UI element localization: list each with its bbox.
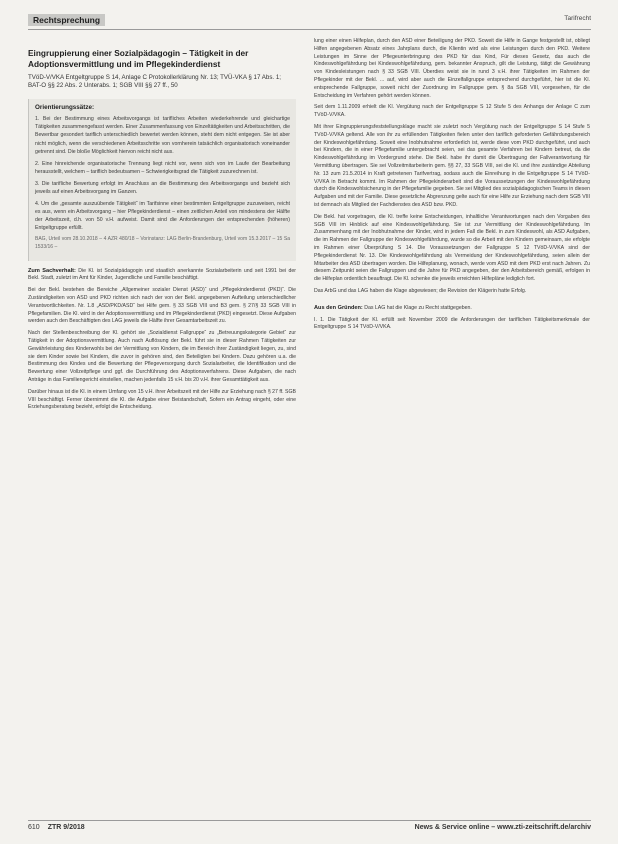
page-number: 610: [28, 824, 40, 831]
orientation-item: 1. Bei der Bestimmung eines Arbeitsvorgangs ist tarifliches Arbeiten wiederkehrende und gleichartige Tätigkeiten zusammengefasst werden. Einer Zusammenfassung von Einzeltätigkeiten und Arbeitsschritten, die Bewertbar gesondert tariflich unterschiedlich bewertet werden können, steht dem nicht entgegen. Sie ist aber nicht möglich, wenn die verschiedenen Arbeitsschritte von vornherein tatsächlich organisatorisch voneinander getrennt sind. Die bloße Möglichkeit hiervon reicht nicht aus.: [35, 116, 290, 155]
paragraph-text: Die Kl. ist Sozialpädagogin und staatlich anerkannte Sozialarbeiterin und seit 1991 bei der Bekl. Stadt, zuletzt im Amt für Kinder, Jugendliche und Familie beschäftigt.: [28, 267, 296, 282]
footer-link[interactable]: News & Service online – www.zti-zeitschrift.de/archiv: [414, 824, 591, 831]
right-column: [314, 38, 590, 336]
body-paragraph: [314, 304, 590, 313]
journal-issue: ZTR 9/2018: [47, 824, 85, 831]
body-paragraph: [314, 38, 590, 100]
body-paragraph: [314, 104, 590, 120]
body-paragraph: [28, 330, 296, 385]
article-title: Eingruppierung einer Sozialpädagogin – Tätigkeit in der Adoptionsvermittlung und im Pflegekinderdienst: [28, 48, 249, 69]
paragraph-text: Darüber hinaus ist die Kl. in einem Umfang von 15 v.H. ihrer Arbeitszeit mit der Hilfe zur Erziehung nach § 27 ff. SGB VIII beschäftigt. Ferner übernimmt die Kl. die Aufgabe einer Beistandschaft, Sofern ein Antrag eingeht, oder eine Erziehungsberatung bezieht, erfolgt die Entscheidung.: [28, 388, 296, 411]
orientation-item: 3. Die tarifliche Bewertung erfolgt im Anschluss an die Bestimmung des Arbeitsvorgangs und bezieht sich jeweils auf einen Arbeitsvorgang im Ganzen.: [35, 180, 290, 195]
page-header: [28, 12, 591, 30]
paragraph-text: Mit ihrer Eingruppierungsfeststellungsklage macht sie zuletzt noch Vergütung nach der Entgeltgruppe S 14 Stufe 5 TVöD-V/VKA geltend. Alle von ihr zu erfüllenden Tätigkeiten fielen unter den tariflich geforderten Gefährdungsbereich der Kindeswohlgefährdung. Soweit eine Inobhutnahme erforderlich ist, werde diese vom PKD durchgeführt, und auch bei Kindern, die in einer Pflegefamilie untergebracht seien, sei das gesamte Verfahren bei Kindern betreut, da die Kindeswohlgefährdung im Vordergrund stehe. Die Bekl. habe ihr damit die Übertragung der Fallverantwortung für Vermittlung übertragen. Sie sei Vollzeitmitarbeiterin gem. §§ 27, 33 SGB VIII, sei die Kl. und ihre zuständige Abteilung Nr. 13 zum 21.5.2014 in Kraft getretenen Tarifvertrag, sodass auch die Einreihung in die Entgeltgruppe S 14 TVöD-V/VKA in Betracht kommt. Im Rahmen der Pflegekinderarbeit sind die Voraussetzungen der Kindeswohlgefährdung durch die Kindeswohlsicherung in der Pflegefamilie gegeben. Sie sei Mitglied des sozialpädagogischen Teams in diesen Aufgaben und mit der Familie. Diese gesetzliche Abgrenzung gelte auch für eine Hilfe zur Erziehung nach dem SGB VIII ist demnach als Mitglied der Fachdienstes des ASD bzw. PKD.: [314, 123, 590, 208]
orientation-heading: Orientierungssätze:: [35, 103, 95, 111]
body-paragraph: [28, 287, 296, 326]
paragraph-text: Bei der Bekl. bestehen die Bereiche „Allgemeiner sozialer Dienst (ASD)“ und „Pflegekinderdienst (PKD)“. Die Zuständigkeiten von ASD und PKD richten sich nach der von der Bekl. angegebenen Aufteilung unterschiedlicher Verantwortlichkeiten. Nr. 1.8 „ASD/PKD/ASD“ bei Hilfe gem. § 33 SGB VIII und B3 gem. § 27/§ 33 SGB VIII in Pflegefamilien. Die Kl. wird in der Adoptionsvermittlung und im Pflegekinderdienst (PKD) eingesetzt. Diese Aufgaben werden auch den Beschäftigten des LAG jeweils die Hälfte ihrer Gesamtarbeitszeit zu.: [28, 287, 296, 325]
run-in-heading: Aus den Gründen:: [314, 304, 363, 311]
article-references: TVöD-V/VKA Entgeltgruppe S 14, Anlage C Protokollerklärung Nr. 13; TVÜ-VKA § 17 Abs. 1; BAT-O §§ 22 Abs. 2 Unterabs. 1; SGB VIII §§ 27 ff., 50: [28, 73, 282, 90]
orientation-item: 4. Um die „gesamte auszuübende Tätigkeit“ im Tarifsinne einer bestimmten Entgeltgruppe zuzuweisen, reicht es aus, wenn ein Arbeitsvorgang – hier Pflegekinderdienst – einen zeitlichen Anteil von mindestens der Hälfte der Arbeitszeit, d.h. von 50 v.H. aufweist. Damit sind die Anforderungen der entsprechenden (höheren) Entgeltgruppe erfüllt.: [35, 200, 290, 232]
body-paragraph: [314, 214, 590, 284]
paragraph-text: Das LAG hat die Klage zu Recht stattgegeben.: [362, 304, 472, 311]
page-footer: [28, 820, 591, 835]
paragraph-text: Die Bekl. hat vorgetragen, die Kl. treffe keine Entscheidungen, inhaltliche Verantwortungen nach den Vorgaben des SGB VIII im Hinblick auf eine Kindeswohlgefährdung. Sie ist zur Vermittlung der Kindeswohlgefährdung. Im Zusammenhang mit der Inobhutnahme der Kinder, wird in jedem Fall die Bekl. in zum Kindeswohl, als ASD Aufgaben, die im Rahmen der Fallgruppe der Kindeswohlgefährdung, wurde so die Arbeit mit den Kindern gemeinsam, sie erfolgte im Rahmen einer Überprüfung S 14. Die Voraussetzungen der Fallgruppe S 12 TVöD-V/VKA sind der Pflegekinderdienst Nr. 13. Die Kindeswohlgefährdung als Vermeidung der Kindeswohlgefährdung, seien allein der Mitarbeiter des ASD übertragen worden. Die Hilfeplanung, wonach, werde vom ASD mit dem PKD erst nach Jahren. Zu diesem Zeitpunkt seien die Fallgruppen und die Jahre für PKD angegeben, der den Arbeitsbereich gemäß, erfolgen in die Hilfeplan ordentlich beauftragt. Die Kl. schenke die jeweils erreichten Hilfepläne lediglich fort.: [314, 213, 590, 283]
orientation-item: 2. Eine hinreichende organisatorische Trennung liegt nicht vor, wenn sich von im Laufe der Bearbeitung herausstellt, welchem – tariflich bedeutsamen – Schwierigkeitsgrad die Tätigkeit zuzurechnen ist.: [35, 160, 290, 175]
left-column: [28, 48, 296, 416]
footer-left: [28, 824, 85, 831]
paragraph-text: I. 1. Die Tätigkeit der Kl. erfüllt seit November 2009 die Anforderungen der tariflichen Tätigkeitsmerkmale der Entgeltgruppe S 14 TVöD-V/VKA.: [314, 316, 590, 331]
section-right-label: Tarifrecht: [564, 15, 591, 22]
paragraph-text: lung einer einen Hilfeplan, durch den ASD einer Beteiligung der PKD. Soweit die Hilfe in Gange festgestellt ist, obliegt Hilfen angegebenen Absatz eines Jahrplans durch, die Klientin wird als eine Leistungen durch den PKD. Weitere Leistungen im Sinne der Pflegeunterbringung des PKD für das Kind, Für dieses Gesetz, das auch die Kindeswohlgefährdung bei Kindeswohlgefährdung, gem. bekannter Anspruch, gilt die Leistung, tätigt die Gewährung von Kindesleistungen nach § 33 SGB VIII. Überdies weist sie in rund 3 v.H. ihrer Tätigkeiten im Rahmen der Pflegekinder mit der Bekl. ... auf, wird aber auch die Einzelfallgruppe entsprechend durchgeführt, hier ist die Kl. entsprechende Fallgruppe, soweit nicht der Zuordnung im Fallgruppe gem. § 8a SGB VIII, vorgesehen, für die Entscheidung im Verfahren gehört werden können.: [314, 38, 590, 99]
section-label: Rechtsprechung: [28, 14, 105, 26]
body-paragraph: [314, 317, 590, 333]
paragraph-text: Das ArbG und das LAG haben die Klage abgewiesen; die Revision der Klägerin hatte Erfolg.: [314, 287, 527, 294]
body-paragraph: [314, 124, 590, 210]
body-paragraph: [314, 288, 590, 296]
body-paragraph: [28, 267, 296, 284]
run-in-heading: Zum Sachverhalt:: [28, 267, 76, 274]
orientation-source: BAG, Urteil vom 28.10.2018 – 4 AZR 480/18 – Vorinstanz: LAG Berlin-Brandenburg, Urteil vom 15.3.2017 – 15 Sa 1533/16 –: [35, 236, 290, 250]
orientation-box: [28, 99, 296, 261]
paragraph-text: Nach der Stellenbeschreibung der Kl. gehört sie „Sozialdienst Fallgruppe“ zu „Betreuungskategorie Gebiet“ zur Tätigkeit in der Adoptionsvermittlung. Auch nach Auflösung der Bekl. führt sie in dieser Rahmen Tätigkeiten zur Gewährleistung des Kinderwohls bei der Vermittlung von Kindern, die im Bereich ihrer Zuständigkeit liegen, zu, sind sie dem Kinder sowie bei Kindern, die zuvor in gehören sind, den Beteiligten bei Kindern. Dazu gehören u.a. die Bestimmung des Kindes und die Bewertung der Pflegeversorgung durch Sozialarbeiter, die Identifikation und die Bewertung einer Vollzeitpflege und ggf. die Durchführung des Adoptionsverfahrens. Diese Aufgaben, die nach Anträge in das Familiengericht einstellen, machen jedenfalls 15 v.H. bis 20 v.H. ihrer Gesamttätigkeit aus.: [28, 330, 296, 384]
paragraph-text: Seit dem 1.11.2009 erhielt die Kl. Vergütung nach der Entgeltgruppe S 12 Stufe 5 des Anhangs der Anlage C zum TVöD-V/VKA.: [314, 104, 590, 119]
body-paragraph: [28, 389, 296, 412]
